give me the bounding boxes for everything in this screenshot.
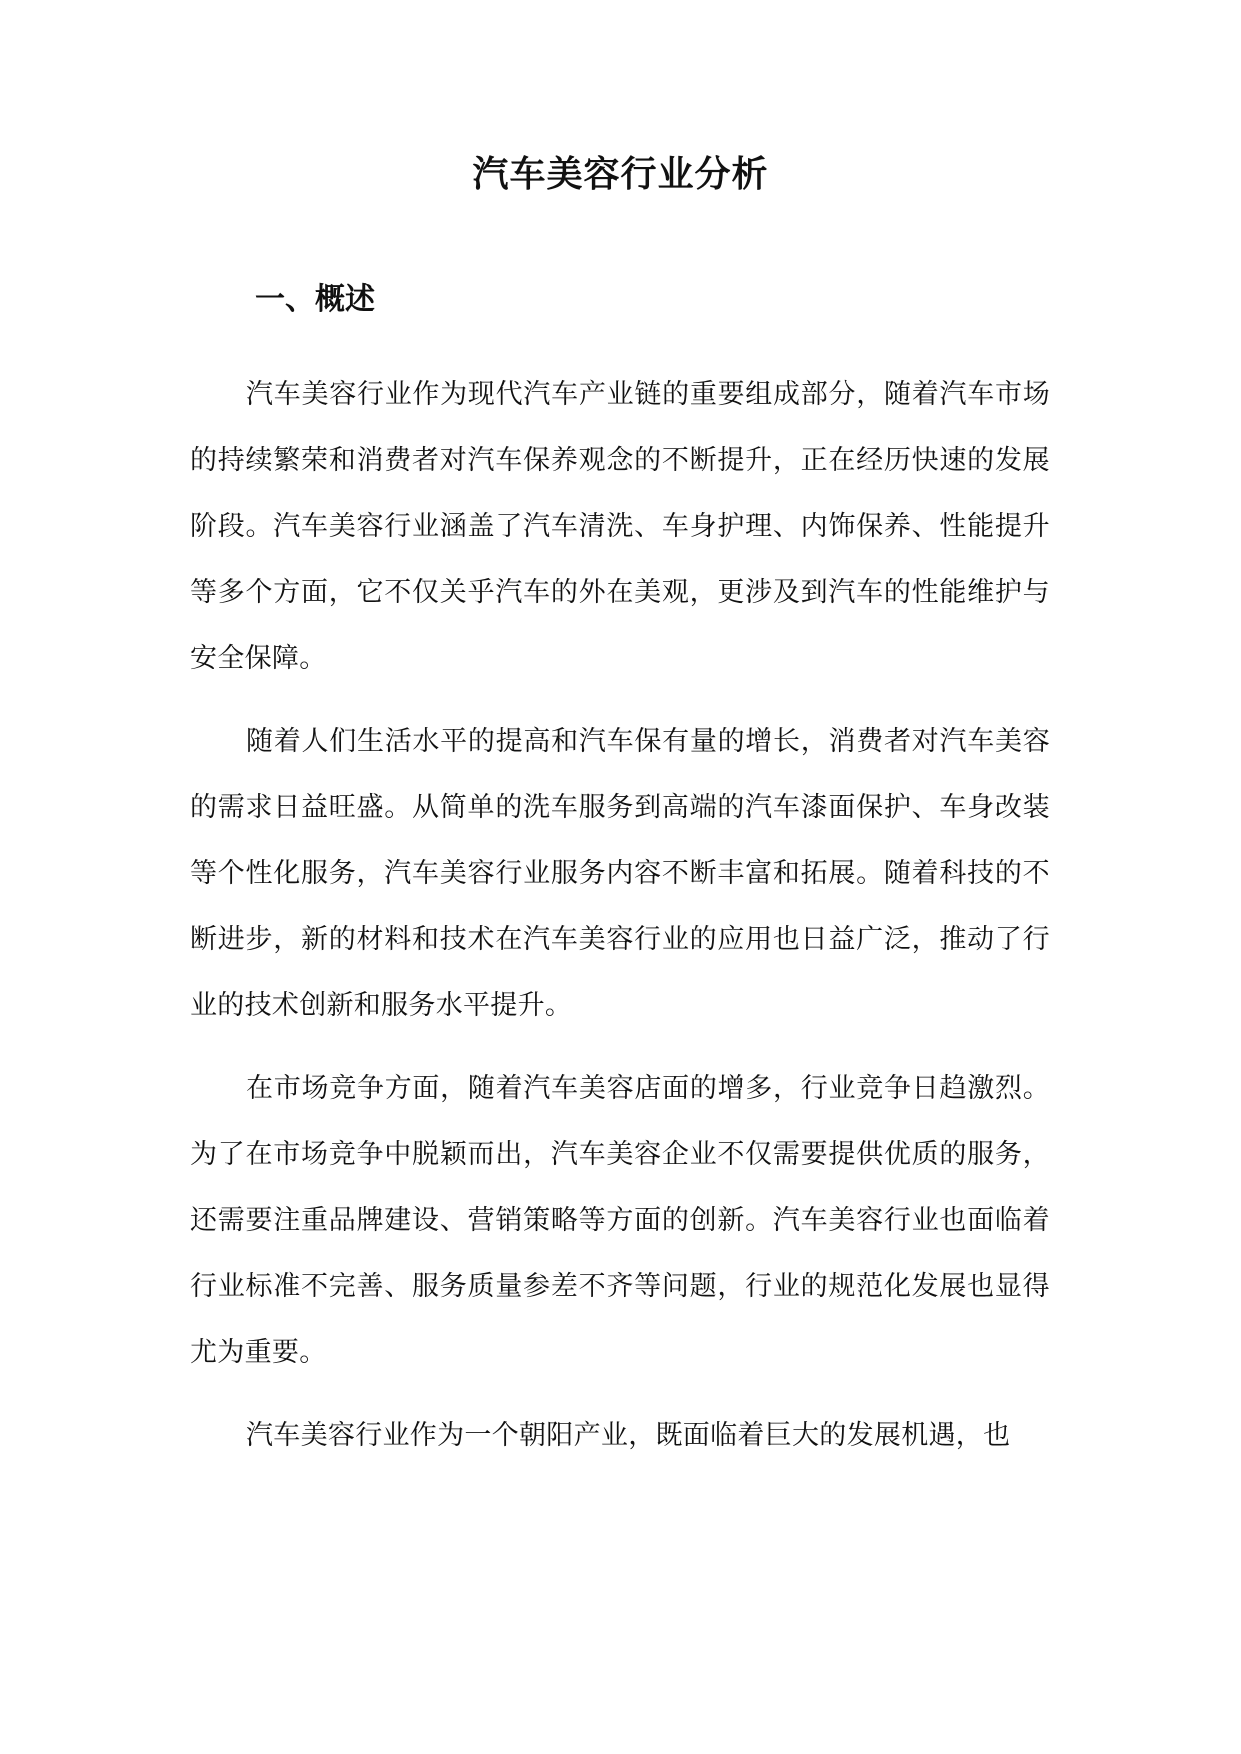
paragraph: 汽车美容行业作为现代汽车产业链的重要组成部分，随着汽车市场的持续繁荣和消费者对汽车保养观念的不断提升，正在经历快速的发展阶段。汽车美容行业涵盖了汽车清洗、车身护理、内饰保养、性能提升等多个方面，它不仅关乎汽车的外在美观，更涉及到汽车的性能维护与安全保障。 [190, 379, 1050, 674]
paragraph: 随着人们生活水平的提高和汽车保有量的增长，消费者对汽车美容的需求日益旺盛。从简单的洗车服务到高端的汽车漆面保护、车身改装等个性化服务，汽车美容行业服务内容不断丰富和拓展。随着科技的不断进步，新的材料和技术在汽车美容行业的应用也日益广泛，推动了行业的技术创新和服务水平提升。 [190, 726, 1050, 1021]
paragraph: 汽车美容行业作为一个朝阳产业，既面临着巨大的发展机遇，也 [246, 1420, 1011, 1451]
document-title: 汽车美容行业分析 [472, 154, 769, 195]
document-body [190, 362, 1050, 1486]
section-heading: 一、概述 [255, 282, 375, 317]
paragraph: 在市场竞争方面，随着汽车美容店面的增多，行业竞争日趋激烈。为了在市场竞争中脱颖而出，汽车美容企业不仅需要提供优质的服务，还需要注重品牌建设、营销策略等方面的创新。汽车美容行业也面临着行业标准不完善、服务质量参差不齐等问题，行业的规范化发展也显得尤为重要。 [190, 1073, 1050, 1368]
